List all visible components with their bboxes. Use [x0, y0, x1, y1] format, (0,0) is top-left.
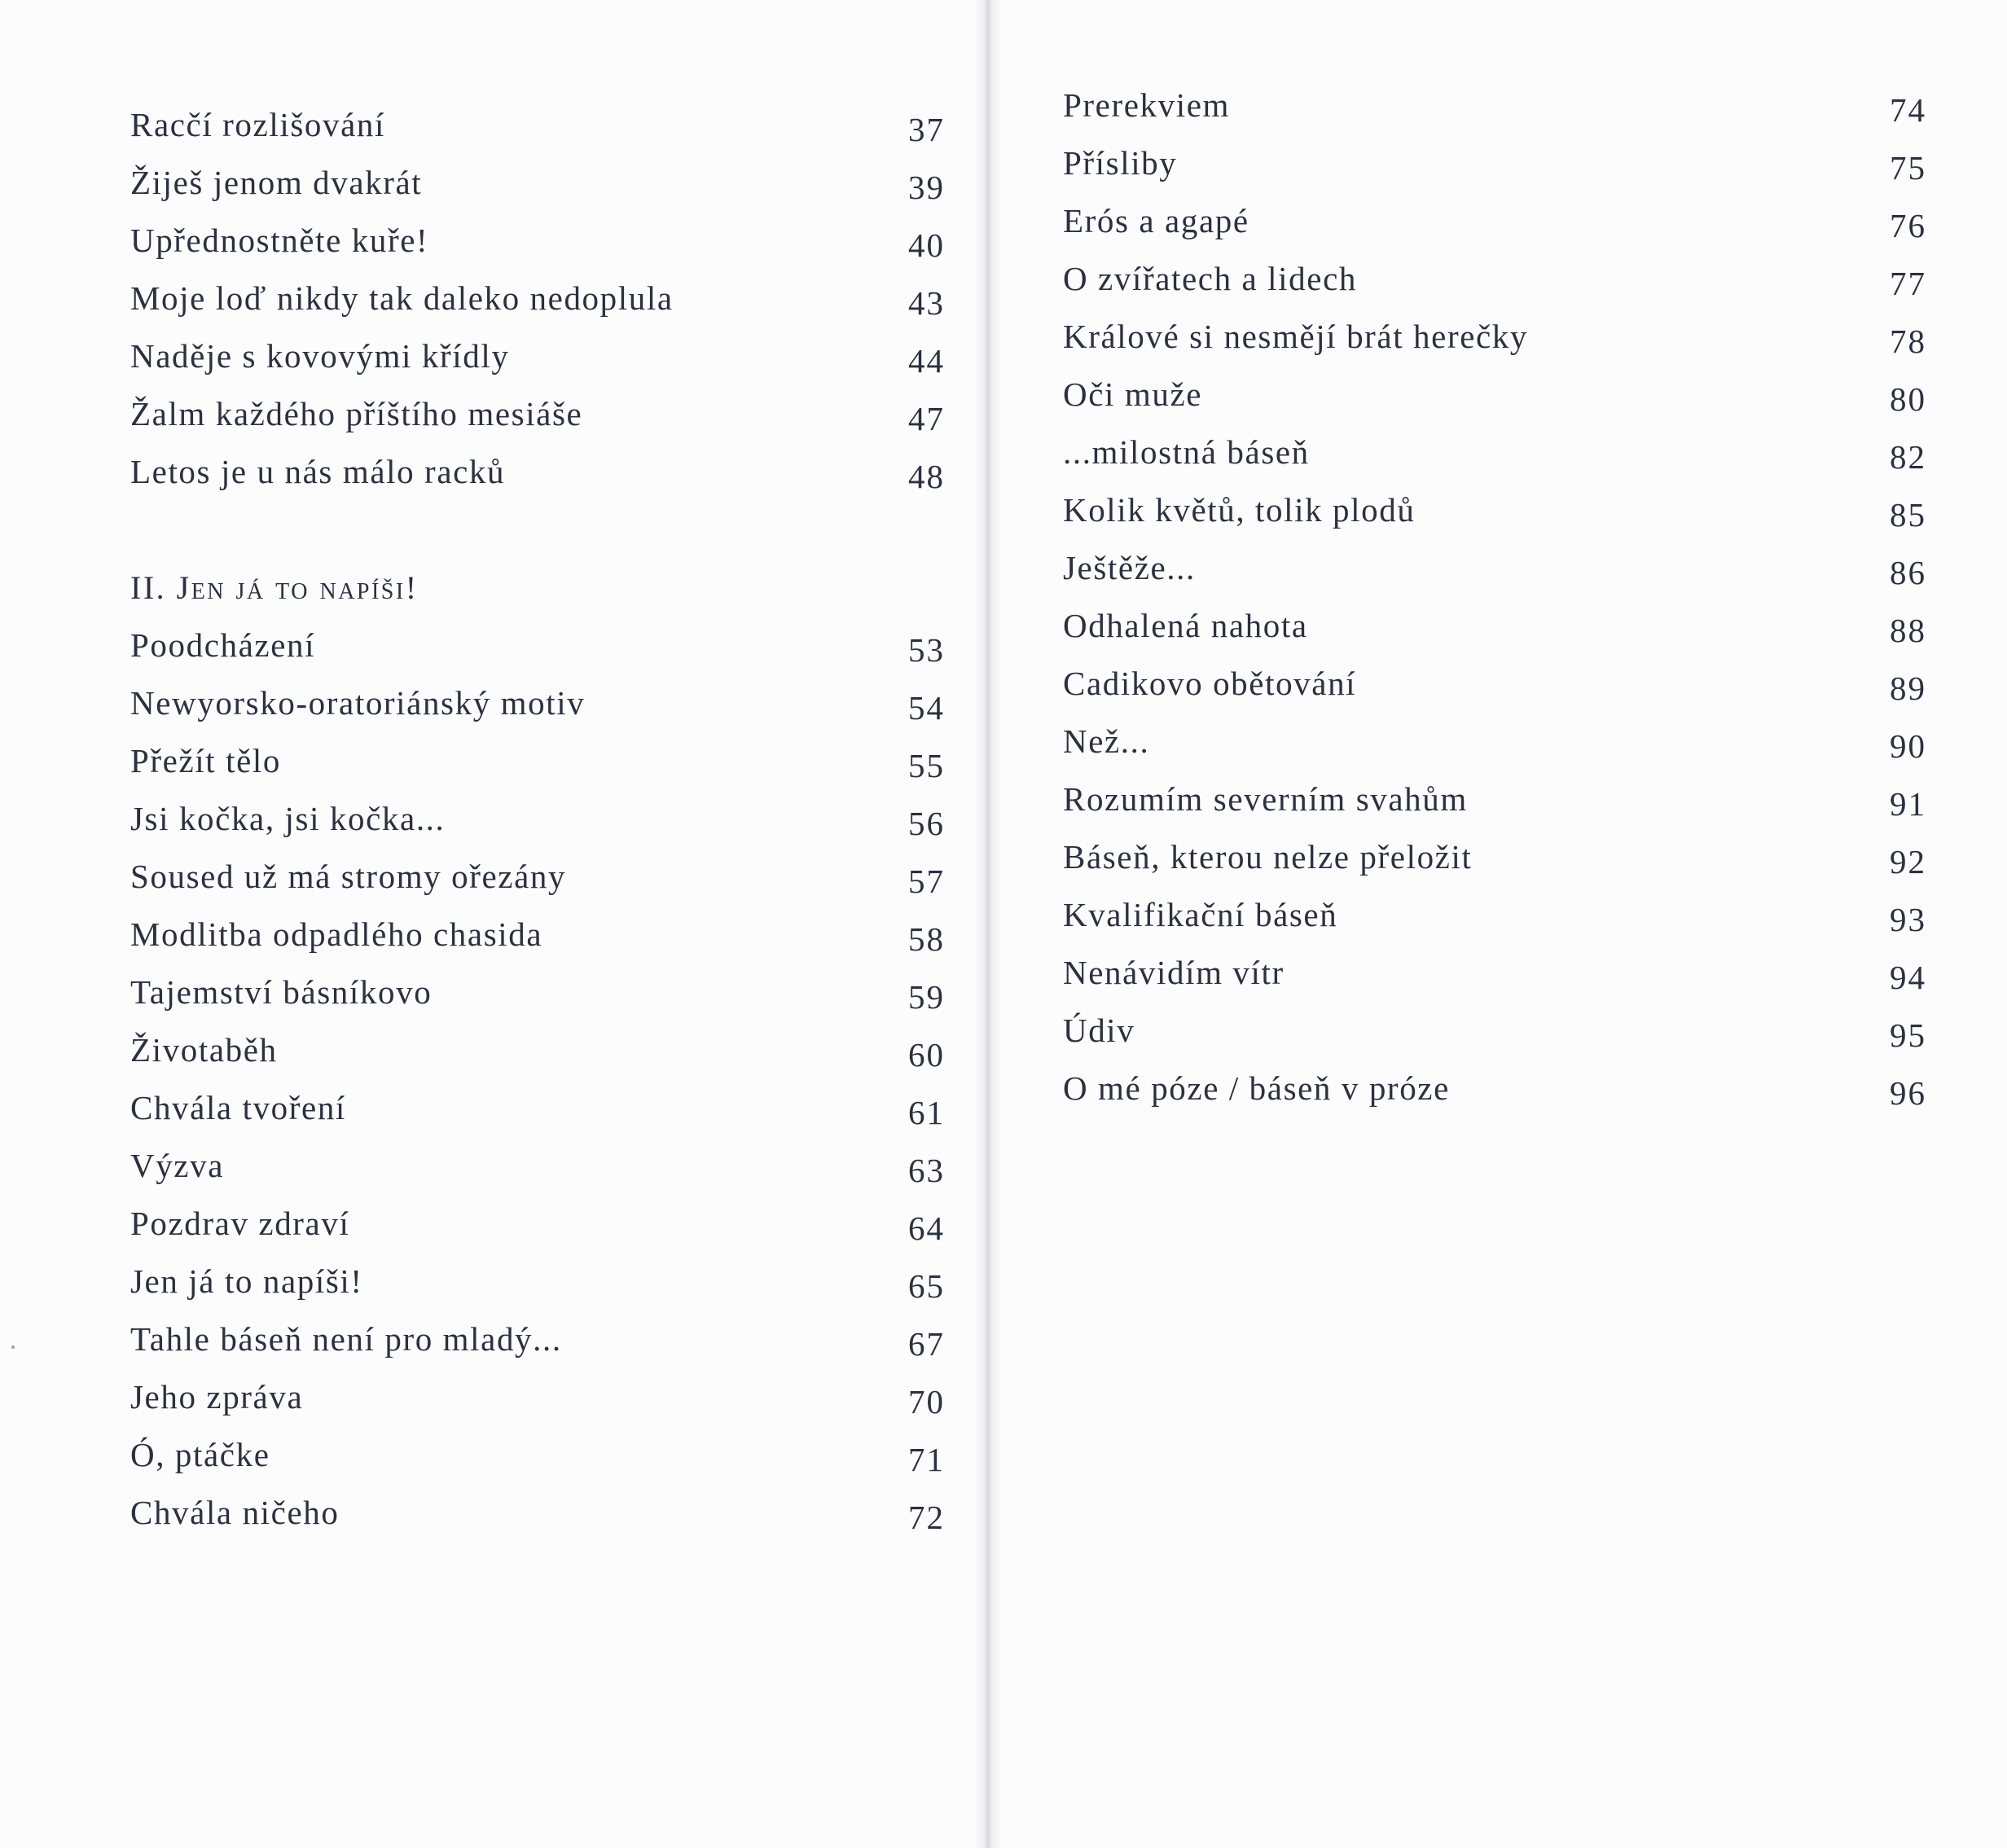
entry-page-number: 76 [1890, 207, 1926, 244]
toc-entry [130, 906, 945, 964]
entry-title: Báseň, kterou nelze přeložit [1063, 838, 1473, 876]
entry-title: Upřednostněte kuře! [130, 222, 429, 259]
entry-page-number: 44 [908, 342, 945, 380]
right-contents-list [1063, 77, 1926, 1117]
toc-entry [130, 270, 945, 327]
section-spacer [130, 501, 945, 559]
entry-title: O zvířatech a lidech [1063, 260, 1357, 297]
toc-entry [1063, 655, 1926, 713]
entry-page-number: 64 [908, 1209, 945, 1247]
entry-title: Nenávidím vítr [1063, 954, 1285, 991]
entry-page-number: 71 [908, 1441, 945, 1478]
entry-title: Prerekviem [1063, 86, 1230, 124]
toc-entry [1063, 770, 1926, 828]
toc-entry [130, 790, 945, 848]
entry-title: Odhalená nahota [1063, 607, 1308, 644]
toc-entry [1063, 539, 1926, 597]
entry-title: Jeho zpráva [130, 1378, 304, 1416]
entry-title: Erós a agapé [1063, 202, 1249, 239]
entry-page-number: 72 [908, 1499, 945, 1536]
entry-title: Pozdrav zdraví [130, 1205, 350, 1242]
entry-title: Racčí rozlišování [130, 106, 385, 143]
toc-entry [130, 1484, 945, 1542]
entry-title: Chvála ničeho [130, 1494, 340, 1531]
entry-title: Ještěže... [1063, 549, 1196, 586]
entry-page-number: 60 [908, 1036, 945, 1073]
toc-entry [1063, 828, 1926, 886]
entry-page-number: 78 [1890, 323, 1926, 360]
entry-title: Údiv [1063, 1012, 1135, 1049]
toc-entry [130, 212, 945, 270]
entry-page-number: 96 [1890, 1074, 1926, 1112]
entry-title: Soused už má stromy ořezány [130, 858, 567, 895]
toc-entry [1063, 481, 1926, 539]
entry-title: ...milostná báseň [1063, 433, 1310, 471]
entry-page-number: 53 [908, 631, 945, 669]
entry-page-number: 54 [908, 689, 945, 726]
toc-entry [130, 732, 945, 790]
entry-page-number: 80 [1890, 380, 1926, 418]
entry-page-number: 48 [908, 458, 945, 495]
entry-page-number: 94 [1890, 959, 1926, 996]
toc-entry [1063, 134, 1926, 192]
toc-entry [1063, 886, 1926, 944]
entry-page-number: 93 [1890, 901, 1926, 938]
entry-title: Kvalifikační báseň [1063, 896, 1338, 933]
toc-entry [130, 1137, 945, 1195]
toc-entry [130, 154, 945, 212]
entry-page-number: 59 [908, 978, 945, 1016]
entry-page-number: 37 [908, 111, 945, 148]
left-contents-list [130, 96, 945, 1542]
toc-entry [130, 96, 945, 154]
toc-entry [1063, 250, 1926, 308]
entry-title: Ó, ptáčke [130, 1436, 270, 1473]
entry-page-number: 82 [1890, 438, 1926, 476]
toc-entry [130, 385, 945, 443]
entry-page-number: 86 [1890, 554, 1926, 591]
toc-entry [130, 1195, 945, 1253]
entry-page-number: 57 [908, 863, 945, 900]
toc-entry [130, 617, 945, 674]
entry-title: Žiješ jenom dvakrát [130, 164, 423, 201]
toc-entry [1063, 366, 1926, 424]
toc-entry [130, 1253, 945, 1310]
book-gutter [974, 0, 1002, 1848]
toc-entry [1063, 1060, 1926, 1117]
entry-title: Cadikovo obětování [1063, 665, 1357, 702]
entry-title: O mé póze / báseň v próze [1063, 1069, 1450, 1107]
entry-title: Chvála tvoření [130, 1089, 346, 1126]
toc-entry [130, 1079, 945, 1137]
toc-entry [130, 1368, 945, 1426]
toc-entry [130, 1426, 945, 1484]
entry-page-number: 63 [908, 1152, 945, 1189]
entry-title: Žalm každého příštího mesiáše [130, 395, 583, 432]
entry-title: Jsi kočka, jsi kočka... [130, 800, 446, 837]
entry-title: Naděje s kovovými křídly [130, 337, 510, 375]
toc-entry [130, 443, 945, 501]
toc-entry [1063, 308, 1926, 366]
entry-page-number: 43 [908, 284, 945, 322]
entry-page-number: 61 [908, 1094, 945, 1131]
entry-title: Rozumím severním svahům [1063, 780, 1468, 818]
entry-page-number: 85 [1890, 496, 1926, 533]
entry-title: Poodcházení [130, 626, 316, 664]
entry-page-number: 39 [908, 169, 945, 206]
entry-page-number: 88 [1890, 612, 1926, 649]
toc-entry [1063, 1002, 1926, 1060]
entry-title: Životaběh [130, 1031, 278, 1069]
entry-page-number: 58 [908, 920, 945, 958]
toc-entry [130, 848, 945, 906]
entry-page-number: 75 [1890, 149, 1926, 187]
toc-entry [130, 1021, 945, 1079]
entry-title: Kolik květů, tolik plodů [1063, 491, 1416, 529]
entry-page-number: 95 [1890, 1016, 1926, 1054]
entry-title: Modlitba odpadlého chasida [130, 915, 543, 953]
entry-page-number: 56 [908, 805, 945, 842]
entry-page-number: 89 [1890, 669, 1926, 707]
entry-title: Králové si nesmějí brát herečky [1063, 318, 1529, 355]
toc-entry [130, 327, 945, 385]
entry-page-number: 67 [908, 1325, 945, 1363]
entry-page-number: 47 [908, 400, 945, 437]
entry-title: Přísliby [1063, 144, 1178, 182]
entry-page-number: 65 [908, 1267, 945, 1305]
toc-entry [1063, 424, 1926, 481]
paper-speck [11, 1345, 15, 1349]
toc-entry [1063, 597, 1926, 655]
section-heading: II. Jen já to napíši! [130, 569, 419, 606]
entry-page-number: 70 [908, 1383, 945, 1420]
entry-page-number: 55 [908, 747, 945, 784]
toc-entry [1063, 192, 1926, 250]
entry-page-number: 90 [1890, 727, 1926, 765]
toc-entry [130, 964, 945, 1021]
toc-entry [130, 1310, 945, 1368]
entry-page-number: 91 [1890, 785, 1926, 823]
toc-entry [1063, 944, 1926, 1002]
entry-title: Výzva [130, 1147, 225, 1184]
entry-page-number: 74 [1890, 91, 1926, 129]
toc-entry [130, 674, 945, 732]
entry-title: Newyorsko-oratoriánský motiv [130, 684, 586, 722]
entry-page-number: 92 [1890, 843, 1926, 880]
entry-title: Letos je u nás málo racků [130, 453, 506, 490]
entry-title: Tajemství básníkovo [130, 973, 433, 1011]
entry-title: Oči muže [1063, 375, 1203, 413]
entry-title: Tahle báseň není pro mladý... [130, 1320, 562, 1358]
toc-entry [1063, 713, 1926, 770]
entry-title: Jen já to napíši! [130, 1262, 363, 1300]
entry-title: Než... [1063, 722, 1150, 760]
entry-page-number: 40 [908, 226, 945, 264]
entry-page-number: 77 [1890, 265, 1926, 302]
entry-title: Moje loď nikdy tak daleko nedoplula [130, 279, 674, 317]
entry-title: Přežít tělo [130, 742, 281, 779]
toc-entry [1063, 77, 1926, 134]
